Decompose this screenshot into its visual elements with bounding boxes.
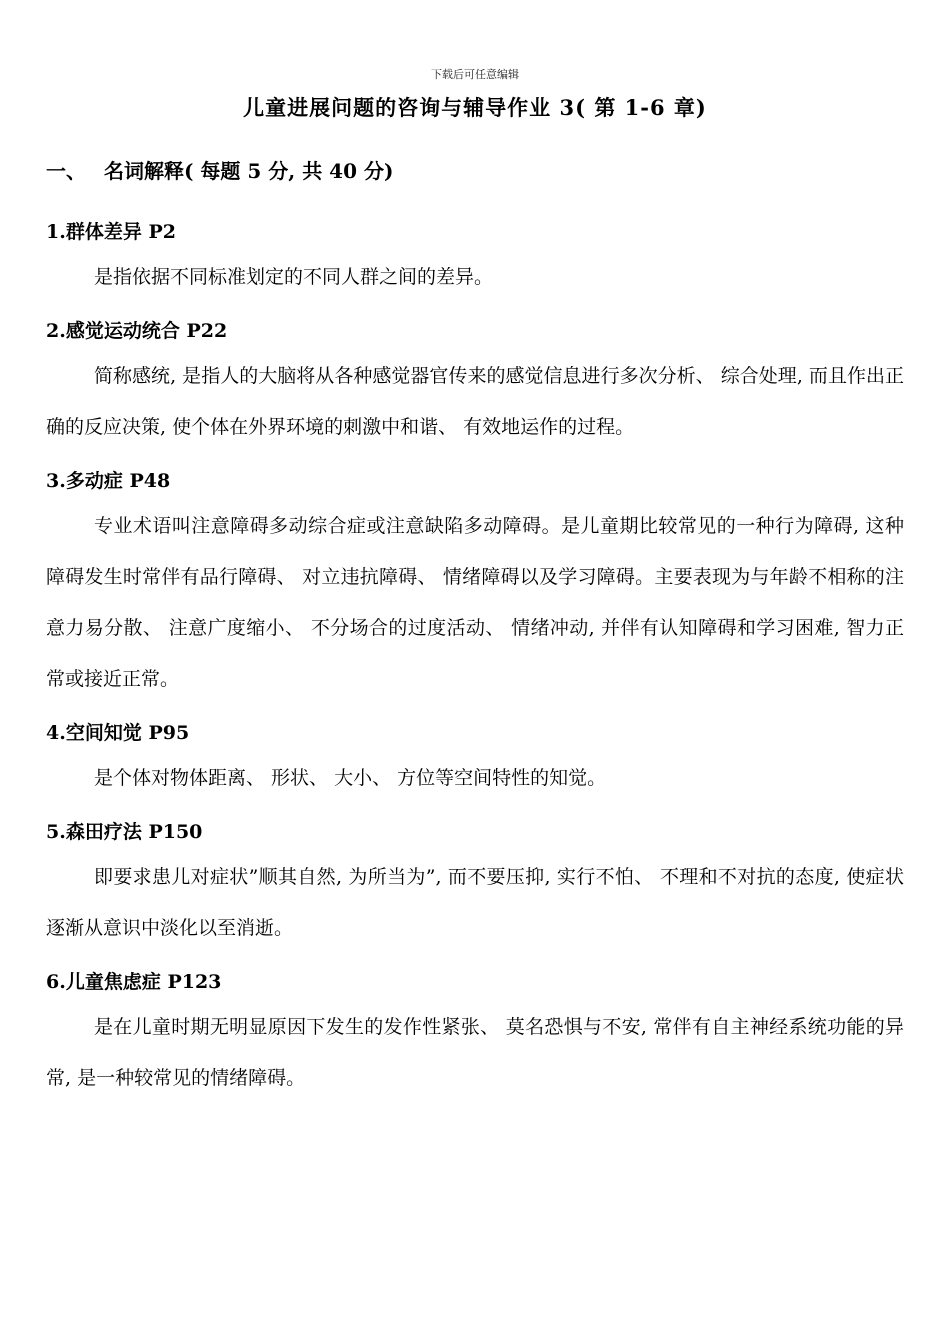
section-label: 名词解释( 每题 5 分, 共 40 分)	[104, 159, 394, 183]
term-definition: 是个体对物体距离、 形状、 大小、 方位等空间特性的知觉。	[94, 767, 607, 789]
term-definition: 即要求患儿对症状”顺其自然, 为所当为”, 而不要压抑, 实行不怕、 不理和不对抗的态度, 使症状逐渐从意识中淡化以至消逝。	[46, 866, 904, 939]
term-heading: 5.森田疗法 P150	[46, 821, 203, 843]
term-definition: 是指依据不同标准划定的不同人群之间的差异。	[94, 266, 494, 288]
term-item	[46, 812, 904, 954]
term-heading: 4.空间知觉 P95	[46, 722, 190, 744]
term-item	[46, 311, 904, 453]
term-heading: 1.群体差异 P2	[46, 221, 176, 243]
term-heading: 2.感觉运动统合 P22	[46, 320, 228, 342]
term-definition: 专业术语叫注意障碍多动综合症或注意缺陷多动障碍。是儿童期比较常见的一种行为障碍, 这种障碍发生时常伴有品行障碍、 对立违抗障碍、 情绪障碍以及学习障碍。主要表现为与年龄不相称的注意力易分散、 注意广度缩小、 不分场合的过度活动、 情绪冲动, 并伴有认知障碍和学习困难, 智力正常或接近正常。	[46, 515, 904, 690]
term-item	[46, 962, 904, 1104]
term-heading: 3.多动症 P48	[46, 470, 171, 492]
term-item	[46, 212, 904, 303]
term-definition: 简称感统, 是指人的大脑将从各种感觉器官传来的感觉信息进行多次分析、 综合处理, 而且作出正确的反应决策, 使个体在外界环境的刺激中和谐、 有效地运作的过程。	[46, 365, 904, 438]
term-definition: 是在儿童时期无明显原因下发生的发作性紧张、 莫名恐惧与不安, 常伴有自主神经系统功能的异常, 是一种较常见的情绪障碍。	[46, 1016, 904, 1089]
terms-list	[46, 212, 904, 1112]
header-note: 下载后可任意编辑	[431, 68, 519, 81]
term-item	[46, 713, 904, 804]
page-title: 儿童进展问题的咨询与辅导作业 3( 第 1-6 章)	[243, 95, 707, 120]
section-number: 一、	[46, 159, 86, 183]
section-heading	[46, 155, 393, 184]
term-heading: 6.儿童焦虑症 P123	[46, 971, 222, 993]
term-item	[46, 461, 904, 705]
